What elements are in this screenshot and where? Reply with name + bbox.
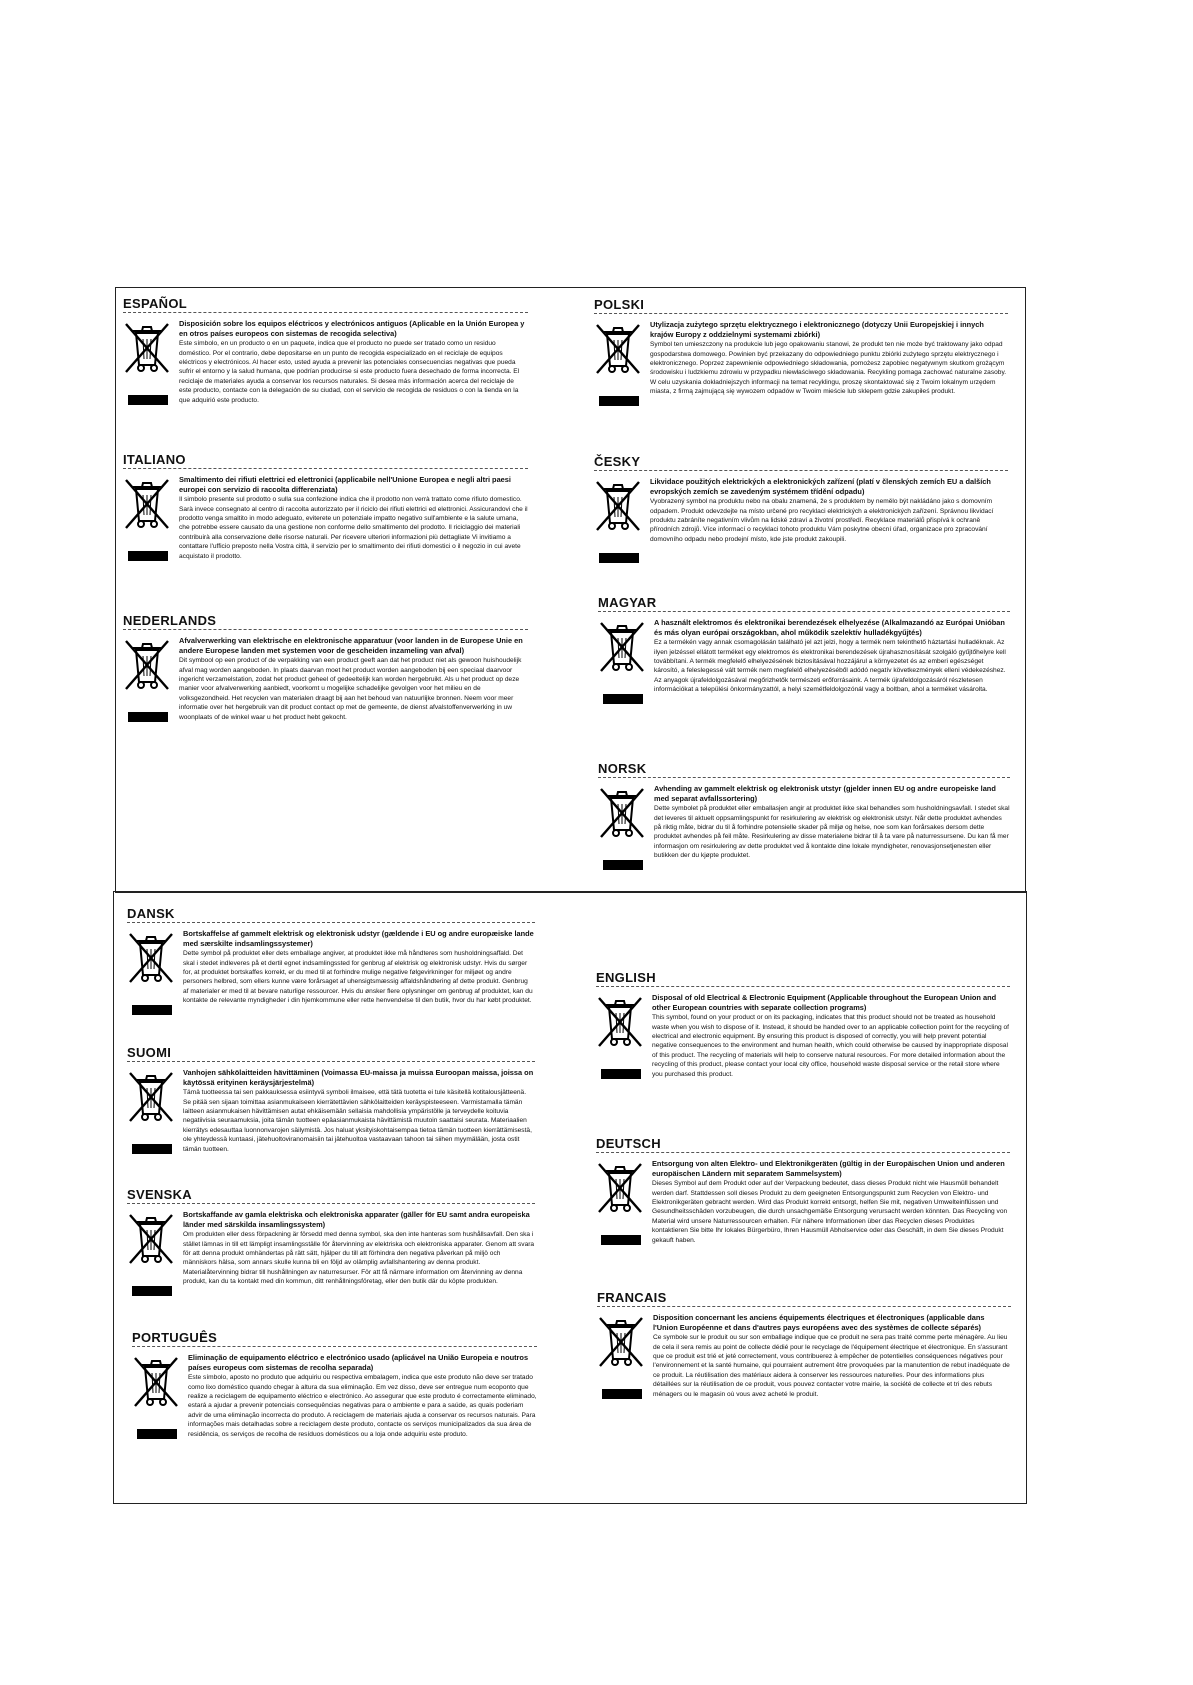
section-svenska [127,1187,535,1296]
crossed-bin-icon [123,636,171,692]
black-bar [128,395,168,405]
black-bar [128,551,168,561]
black-bar [602,1389,642,1399]
weee-symbol [123,475,179,561]
section-heading: Bortskaffande av gamla elektriska och elektroniska apparater (gäller för EU samt andra europeiska länder med särskilda insamlingssystem) [183,1210,530,1229]
crossed-bin-icon [596,993,644,1049]
black-bar [603,860,643,870]
section-text: Tämä tuotteessa tai sen pakkauksessa esiintyvä symboli ilmaisee, että tätä tuotetta ei tule käsitellä kotitalousjätteenä. Se pitää sen sijaan toimittaa asianmukaiseen kierrätettävien sähkölaitteiden keräyspisteeseen. Varmistamalla tämän laitteen asianmukaisen hävittämisen autat ehkäisemään sellaisia mahdollisia ympäristölle ja terveydelle koituvia negatiivisia seuraamuksia, joita tämän tuotteen epäasianmukaista hävittämistä muutoin saattaisi seurata. Materiaalien kierrätys edesauttaa luonnonvarojen säilymistä. Jos haluat yksityiskohtaisempaa tietoa tämän tuotteen kierrättämisestä, ole yhteydessä kuntaasi, jätehuoltoviranomaisiin tai jätehuoltoa vastaavaan tahoon tai siihen myymälään, josta ostit tämän tuotteen. [183,1089,532,1153]
section-text: Este símbolo, en un producto o en un paquete, indica que el producto no puede ser tratado como un residuo doméstico. Por el contrario, debe depositarse en un punto de recogida especializado en el reciclaje de equipos eléctricos y electrónicos. Al hacer esto, usted ayuda a prevenir las potenciales consecuencias negativas que pueda sufrir el entorno y la salud humana, que podrían producirse si este producto fuera desechado de forma incorrecta. El reciclaje de materiales ayuda a conservar los recursos naturales. Si desea más información acerca del reciclaje de este producto, contacte con la delegación de su ciudad, con el servicio de recogida de residuos o con la tienda en la que adquirió este producto. [179,340,520,404]
language-title: MAGYAR [598,595,1010,612]
black-bar [128,712,168,722]
crossed-bin-icon [132,1353,180,1409]
section-heading: Disposition concernant les anciens équipements électriques et électroniques (applicable dans l'Union Européenne et dans d'autres pays européens avec des systèmes de collecte séparés) [653,1313,985,1332]
language-title: POLSKI [594,297,1008,314]
crossed-bin-icon [596,1159,644,1215]
crossed-bin-icon [127,1210,175,1266]
weee-symbol [598,784,654,870]
weee-symbol [594,477,650,563]
weee-symbol [596,1159,652,1245]
weee-symbol [597,1313,653,1399]
section-text: Il simbolo presente sul prodotto o sulla sua confezione indica che il prodotto non verrà trattato come rifiuto domestico. Sarà invece consegnato al centro di raccolta autorizzato per il riciclo dei rifiuti elettrici ed elettronici. Assicurandovi che il prodotto venga smaltito in modo adeguato, eviterete un potenziale impatto negativo sull'ambiente e la salute umana, che potrebbe essere causato da una gestione non conforme dello smaltimento del prodotto. Il riciclaggio dei materiali contribuirà alla conservazione delle risorse naturali. Per ricevere ulteriori informazioni più dettagliate Vi invitiamo a contattare l'ufficio preposto nella Vostra città, il servizio per lo smaltimento dei rifiuti domestici o il negozio in cui avete acquistato il prodotto. [179,496,528,560]
section-suomi [127,1045,535,1154]
weee-symbol [123,319,179,405]
language-title: NEDERLANDS [123,613,528,630]
crossed-bin-icon [127,929,175,985]
language-title: ITALIANO [123,452,528,469]
section-nederlands [123,613,528,722]
section-text: Este símbolo, aposto no produto que adquiriu ou respectiva embalagem, indica que este produto não deve ser tratado como lixo doméstico quando chegar à altura da sua eliminação. Em vez disso, deve ser entregue num ecoponto que realize a reciclagem de equipamento eléctrico e electrónico. Ao assegurar que este produto é correctamente eliminado, estará a ajudar a prevenir potenciais consequências negativas para o ambiente e para a saúde, as quais poderiam advir de uma eliminação incorrecta do produto. A reciclagem de materiais ajuda a conservar os recursos naturais. Para informações mais detalhadas sobre a reciclagem deste produto, contacte os serviços municipalizados da sua área de residência, os serviços de recolha de resíduos domésticos ou a loja onde adquiriu este produto. [188,1374,537,1438]
section-norsk [598,761,1010,870]
black-bar [132,1005,172,1015]
crossed-bin-icon [598,784,646,840]
section-heading: Disposición sobre los equipos eléctricos y electrónicos antiguos (Aplicable en la Unión Europea y en otros países europeos con sistemas de recogida selectiva) [179,319,525,338]
language-title: SUOMI [127,1045,535,1062]
section-heading: Afvalverwerking van elektrische en elektronische apparatuur (voor landen in de Europese Unie en andere Europese landen met systemen voor de gescheiden inzameling van afval) [179,636,523,655]
section-heading: A használt elektromos és elektronikai berendezések elhelyezése (Alkalmazandó az Európai Unióban és más olyan európai országokban, ahol működik szelektív hulladékgyűjtés) [654,618,1005,637]
section-deutsch [596,1136,1010,1245]
section-heading: Smaltimento dei rifiuti elettrici ed elettronici (applicabile nell'Unione Europea e negli altri paesi europei con servizio di raccolta differenziata) [179,475,511,494]
language-title: ČESKY [594,454,1008,471]
language-title: SVENSKA [127,1187,535,1204]
language-title: DEUTSCH [596,1136,1010,1153]
section-heading: Likvidace použitých elektrických a elektronických zařízení (platí v členských zemích EU a dalších evropských zemích se zavedeným systémem třídění odpadu) [650,477,991,496]
section-heading: Avhending av gammelt elektrisk og elektronisk utstyr (gjelder innen EU og andre europeiske land med separat avfallssortering) [654,784,996,803]
section-text: Ez a termékén vagy annak csomagolásán található jel azt jelzi, hogy a termék nem tekinthető háztartási hulladéknak. Az ilyen jelzéssel ellátott terméket egy elektromos és elektronikai berendezések újrahasznosítását szolgáló gyűjtőhelyre kell továbbítani. A termék megfelelő elhelyezésének biztosításával hozzájárul a környezetet és az emberi egészséget károsító, a feleslegessé vált termék nem megfelelő elhelyezéséből adódó negatív következmények elleni védekezéshez. Az anyagok újrafeldolgozásával megőrizhetők természeti erőforrásaink. A termék újrafeldolgozásáról részletesen információkat a települési önkormányzattól, a helyi szemétfeldolgozónál vagy a boltban, ahol a terméket vásárolta. [654,639,1006,694]
black-bar [137,1429,177,1439]
section-text: This symbol, found on your product or on its packaging, indicates that this product should not be treated as household waste when you wish to dispose of it. Instead, it should be handed over to an applicable collection point for the recycling of electrical and electronic equipment. By ensuring this product is disposed of correctly, you will help prevent potential negative consequences to the environment and human health, which could otherwise be caused by inappropriate disposal of this product. The recycling of materials will help to conserve natural resources. For more detailed information about the recycling of this product, please contact your local city office, household waste disposal service or the retail store where you purchased this product. [652,1014,1010,1078]
section-polski [594,297,1008,406]
crossed-bin-icon [598,618,646,674]
section-text: Vyobrazený symbol na produktu nebo na obalu znamená, že s produktem by nemělo být nakládáno jako s domovním odpadem. Produkt odevzdejte na místo určené pro recyklaci elektrických a elektronických zařízení. Správnou likvidací produktu zabráníte negativním vlivům na lidské zdraví a životní prostředí. Recyklace materiálů přispívá k ochraně přírodních zdrojů. Více informací o recyklaci tohoto produktu Vám poskytne obecní úřad, organizace pro zpracování domovního odpadu nebo prodejní místo, kde jste produkt zakoupili. [650,498,994,543]
crossed-bin-icon [594,477,642,533]
weee-symbol [127,1210,183,1296]
black-bar [599,553,639,563]
black-bar [603,694,643,704]
section-francais [597,1290,1011,1399]
crossed-bin-icon [123,475,171,531]
section-heading: Bortskaffelse af gammelt elektrisk og elektronisk udstyr (gældende i EU og andre europæiske lande med særskilte indsamlingssystemer) [183,929,534,948]
weee-symbol [123,636,179,722]
section-italiano [123,452,528,561]
weee-symbol [132,1353,188,1439]
section-text: Dette symbol på produktet eller dets emballage angiver, at produktet ikke må håndteres som husholdningsaffald. Det skal i stedet indleveres på et dertil egnet indsamlingssted for genbrug af elektrisk og elektronisk udstyr. Hvis du sørger for, at produktet bortskaffes korrekt, er du med til at forhindre mulige negative følgevirkninger for miljøet og andre personers helbred, som ellers kunne være forårsaget af uhensigtsmæssig affaldshåndtering af dette produkt. Genbrug af materialer er med til at bevare naturlige ressourcer. Hvis du ønsker flere oplysninger om genbrug af produktet, kan du kontakte de relevante myndigheder i din hjemkommune eller rette henvendelse til den butik, hvor du har købt produktet. [183,950,533,1005]
section-heading: Entsorgung von alten Elektro- und Elektronikgeräten (gültig in der Europäischen Union und anderen europäischen Ländern mit separatem Sammelsystem) [652,1159,1005,1178]
section-magyar [598,595,1010,704]
section-text: Dieses Symbol auf dem Produkt oder auf der Verpackung bedeutet, dass dieses Produkt nicht wie Hausmüll behandelt werden darf. Stattdessen soll dieses Produkt zu dem geeigneten Entsorgungspunkt zum Recyclen von Elektro- und Elektronikgeräten gebracht werden. Wird das Produkt korrekt entsorgt, helfen Sie mit, negativen Umwelteinflüssen und Gesundheitsschäden vorzubeugen, die durch unsachgemäße Entsorgung verursacht werden könnten. Das Recycling von Material wird unsere Naturressourcen erhalten. Für nähere Informationen über das Recyclen dieses Produktes kontaktieren Sie bitte Ihr lokales Bürgerbüro, Ihren Hausmüll Abholservice oder das Geschäft, in dem Sie dieses Produkt gekauft haben. [652,1180,1008,1244]
language-title: NORSK [598,761,1010,778]
crossed-bin-icon [127,1068,175,1124]
section-heading: Eliminação de equipamento eléctrico e electrónico usado (aplicável na União Europeia e noutros países europeus com sistemas de recolha separada) [188,1353,529,1372]
section-text: Symbol ten umieszczony na produkcie lub jego opakowaniu stanowi, że produkt ten nie może być traktowany jako odpad gospodarstwa domowego. Powinien być przekazany do odpowiedniego punktu zbiórki zużytego sprzętu elektrycznego i elektronicznego. Poprzez zapewnienie odpowiedniego składowania, pomożesz zapobiec negatywnym skutkom grożącym środowisku i ludzkiemu zdrowiu w przypadku niewłaściwego składowania. Recykling pomaga zachować naturalne zasoby. W celu uzyskania dokładniejszych informacji na temat recyklingu, proszę skontaktować się z Twoim lokalnym urzędem miasta, z firmą zajmującą się wywozem odpadów w Twoim mieście lub sklepem gdzie zakupiłeś produkt. [650,341,1007,396]
weee-symbol [596,993,652,1079]
black-bar [132,1144,172,1154]
section-heading: Utylizacja zużytego sprzętu elektrycznego i elektronicznego (dotyczy Unii Europejskiej i innych krajów Europy z oddzielnymi systemami zbiórki) [650,320,984,339]
section-espanol [123,296,528,405]
section-text: Ce symbole sur le produit ou sur son emballage indique que ce produit ne sera pas traité comme perte ménagère. Au lieu de cela il sera remis au point de collecte dédié pour le recyclage de l'équipement électrique et électronique. En s'assurant que ce produit est trié et jeté correctement, vous contribuerez à empêcher de potentielles conséquences négatives pour l'environnement et la santé humaine, qui pourraient autrement être provoquées par la manutention de rebut inadéquate de ce produit. La réutilisation des matériaux aidera à conserver les ressources naturelles. Pour des informations plus détaillées sur la réutilisation de ce produit, vous pouvez contacter votre mairie, la société de collecte et tri des rebuts ménagers ou le magasin où vous avez acheté le produit. [653,1334,1010,1398]
weee-symbol [127,1068,183,1154]
black-bar [601,1069,641,1079]
weee-symbol [127,929,183,1015]
crossed-bin-icon [597,1313,645,1369]
section-dansk [127,906,535,1015]
section-heading: Disposal of old Electrical & Electronic Equipment (Applicable throughout the European Union and other European countries with separate collection programs) [652,993,997,1012]
section-text: Dit symbool op een product of de verpakking van een product geeft aan dat het product niet als gewoon huishoudelijk afval mag worden aangeboden. In plaats daarvan moet het product worden aangeboden bij een speciaal daarvoor ingericht verzamelstation, zodat het product geheel of gedeeltelijk kan worden hergebruikt. Als u het product op deze manier voor afvalverwerking aanbiedt, voorkomt u mogelijke schadelijke gevolgen voor het milieu en de volksgezondheid. Het recyclen van materialen draagt bij aan het behoud van natuurlijke bronnen. Neem voor meer informatie over het hergebruik van dit product contact op met de gemeente, de dienst afvalstoffenverwerking in uw woonplaats of de winkel waar u het product hebt gekocht. [179,657,522,721]
section-heading: Vanhojen sähkölaitteiden hävittäminen (Voimassa EU-maissa ja muissa Euroopan maissa, joissa on käytössä erityinen keräysjärjestelmä) [183,1068,534,1087]
section-english [596,970,1010,1079]
crossed-bin-icon [594,320,642,376]
language-title: PORTUGUÊS [132,1330,537,1347]
section-text: Om produkten eller dess förpackning är försedd med denna symbol, ska den inte hanteras som hushållsavfall. Den ska i stället lämnas in till ett lämpligt insamlingsställe för återvinning av elektriska och elektroniska apparater. Genom att svara för att denna produkt omhändertas på rätt sätt, hjälper du till att förhindra den negativa påverkan på miljö och människors hälsa, som annars skulle kunna bli en följd av olämplig avfallshantering av denna produkt. Materialåtervinning bidrar till hushållningen av naturresurser. För att få närmare information om återvinning av denna produkt, kan du ta kontakt med din kommun, ditt renhållningsföretag, eller den butik där du köpte produkten. [183,1231,535,1286]
black-bar [599,396,639,406]
crossed-bin-icon [123,319,171,375]
language-title: DANSK [127,906,535,923]
black-bar [601,1235,641,1245]
weee-symbol [598,618,654,704]
black-bar [132,1286,172,1296]
weee-symbol [594,320,650,406]
section-cesky [594,454,1008,563]
section-portugues [132,1330,537,1439]
language-title: FRANCAIS [597,1290,1011,1307]
language-title: ESPAÑOL [123,296,528,313]
language-title: ENGLISH [596,970,1010,987]
section-text: Dette symbolet på produktet eller emballasjen angir at produktet ikke skal behandles som husholdningsavfall. I stedet skal det leveres til aktuelt oppsamlingspunkt for resirkulering av elektrisk og elektronisk utstyr. Når dette produktet avhendes på riktig måte, bidrar du til å forhindre potensielle skader på miljø og helse, noe som kan forårsakes dersom dette produktet avhendes på feil måte. Resirkulering av disse materialene bidrar til å ta vare på naturressursene. Du kan få mer informasjon om resirkulering av dette produktet ved å kontakte dine lokale myndigheter, renovasjonsetjenesten eller butikken der du kjøpte produktet. [654,805,1010,860]
